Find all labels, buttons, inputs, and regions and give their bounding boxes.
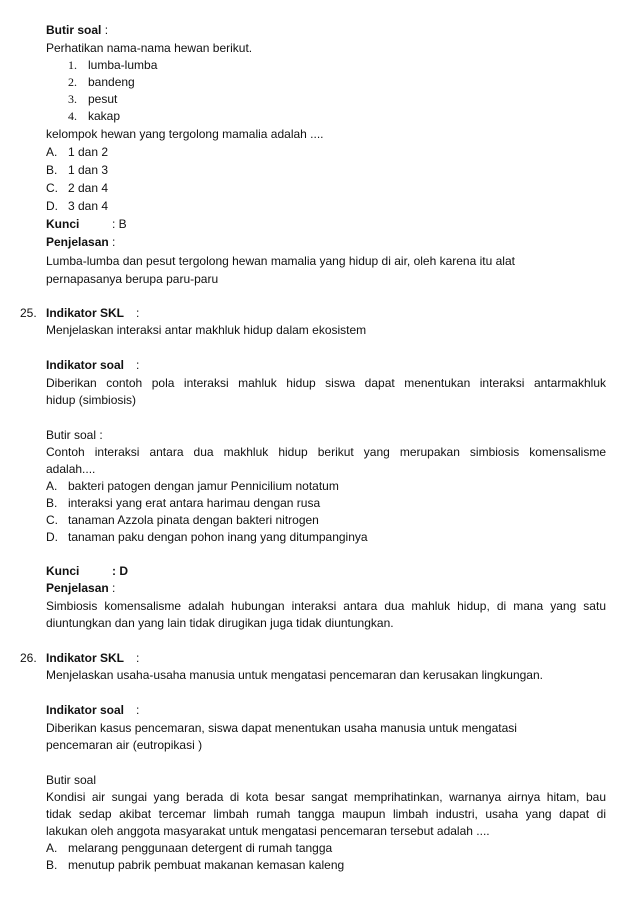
q25-skl-heading — [46, 305, 139, 321]
q24-kunci-label: Kunci — [46, 217, 80, 231]
q25-kunci — [46, 563, 128, 579]
q26-indikator-label: Indikator soal — [46, 703, 125, 717]
q24-option-text: 3 dan 4 — [68, 199, 109, 213]
q25-option-text: tanaman Azzola pinata dengan bakteri nitrogen — [68, 513, 319, 527]
q24-option — [46, 180, 108, 196]
q26-option — [46, 840, 332, 856]
q25-indikator-colon: : — [136, 358, 140, 372]
q25-kunci-label: Kunci — [46, 564, 80, 578]
q25-indikator-line: Diberikan contoh pola interaksi mahluk hidup siswa dapat menentukan interaksi antarmakhluk — [46, 376, 606, 390]
q26-butir-line: tidak sedap akibat tercemar limbah rumah tangga maupun limbah industri, usaha yang dapat di — [46, 807, 606, 821]
q25-skl-colon: : — [136, 306, 140, 320]
q25-indikator-line: hidup (simbiosis) — [46, 393, 137, 407]
q26-butir-line: lakukan oleh anggota masyarakat untuk mengatasi pencemaran tersebut adalah .... — [46, 824, 490, 838]
q26-butir-line: Kondisi air sungai yang berada di kota besar sangat memprihatinkan, warnanya airnya hitam, bau — [46, 790, 606, 804]
q25-option — [46, 495, 320, 511]
q24-list-num: 4. — [68, 109, 77, 123]
q25-kunci-value: : D — [112, 564, 128, 578]
q24-list-text: kakap — [88, 109, 121, 123]
q25-butir-label: Butir soal : — [46, 428, 103, 442]
q24-list-item — [68, 108, 120, 124]
q24-butir-heading — [46, 22, 108, 38]
q25-penjelasan-colon: : — [112, 581, 116, 595]
q24-list-item — [68, 57, 157, 73]
q26-option-text: menutup pabrik pembuat makanan kemasan kaleng — [68, 858, 345, 872]
q25-option-text: tanaman paku dengan pohon inang yang ditumpanginya — [68, 530, 368, 544]
q24-list-item — [68, 74, 135, 90]
q25-butir-line: adalah.... — [46, 462, 96, 476]
q24-penjelasan-line: pernapasanya berupa paru-paru — [46, 272, 219, 286]
q25-option-text: interaksi yang erat antara harimau dengan rusa — [68, 496, 321, 510]
q24-option-text: 1 dan 2 — [68, 145, 109, 159]
q25-option-letter: B. — [46, 496, 58, 510]
q26-number: 26. — [20, 651, 37, 665]
q25-option — [46, 529, 368, 545]
q24-question: kelompok hewan yang tergolong mamalia adalah .... — [46, 127, 324, 141]
q25-option — [46, 478, 339, 494]
q25-option-text: bakteri patogen dengan jamur Pennicilium notatum — [68, 479, 339, 493]
q24-kunci — [46, 216, 127, 232]
q24-butir-colon: : — [104, 23, 109, 37]
q25-indikator-label: Indikator soal — [46, 358, 125, 372]
q24-penjelasan-line: Lumba-lumba dan pesut tergolong hewan mamalia yang hidup di air, oleh karena itu alat — [46, 254, 515, 268]
q26-indikator-colon: : — [136, 703, 140, 717]
q26-indikator-line: pencemaran air (eutropikasi ) — [46, 738, 203, 752]
q26-option-letter: B. — [46, 858, 58, 872]
q24-list-num: 3. — [68, 92, 77, 106]
q24-option — [46, 144, 108, 160]
q25-penjelasan-heading — [46, 580, 115, 596]
q25-penjelasan-line: Simbiosis komensalisme adalah hubungan interaksi antara dua mahluk hidup, di mana yang satu — [46, 599, 606, 613]
q24-option-letter: B. — [46, 163, 58, 177]
q25-penjelasan-line: diuntungkan dan yang lain tidak dirugikan juga tidak diuntungkan. — [46, 616, 394, 630]
q24-list-text: lumba-lumba — [88, 58, 158, 72]
q25-skl-text: Menjelaskan interaksi antar makhluk hidup dalam ekosistem — [46, 323, 367, 337]
q25-indikator-heading — [46, 357, 139, 373]
q24-option — [46, 198, 108, 214]
q24-list-text: pesut — [88, 92, 118, 106]
q24-kunci-value: : B — [112, 217, 127, 231]
q25-option-letter: A. — [46, 479, 58, 493]
q24-list-num: 1. — [68, 58, 77, 72]
q24-option — [46, 162, 108, 178]
q24-butir-label: Butir soal — [46, 23, 102, 37]
q26-skl-label: Indikator SKL — [46, 651, 125, 665]
q25-option — [46, 512, 319, 528]
q26-option — [46, 857, 344, 873]
q24-list-text: bandeng — [88, 75, 135, 89]
q25-butir-line: Contoh interaksi antara dua makhluk hidup berikut yang merupakan simbiosis komensalisme — [46, 445, 606, 459]
q24-penjelasan-heading — [46, 234, 115, 250]
q26-option-letter: A. — [46, 841, 58, 855]
q25-option-letter: D. — [46, 530, 58, 544]
q26-indikator-heading — [46, 702, 139, 718]
q24-option-letter: A. — [46, 145, 58, 159]
q26-skl-colon: : — [136, 651, 140, 665]
q25-skl-label: Indikator SKL — [46, 306, 125, 320]
q25-number: 25. — [20, 306, 37, 320]
q24-option-text: 2 dan 4 — [68, 181, 109, 195]
q26-butir-label: Butir soal — [46, 773, 97, 787]
q26-option-text: melarang penggunaan detergent di rumah tangga — [68, 841, 333, 855]
q25-penjelasan-label: Penjelasan — [46, 581, 109, 595]
q26-skl-heading — [46, 650, 139, 666]
q24-option-letter: D. — [46, 199, 58, 213]
q24-intro: Perhatikan nama-nama hewan berikut. — [46, 41, 253, 55]
q24-list-num: 2. — [68, 75, 77, 89]
q25-option-letter: C. — [46, 513, 58, 527]
q24-option-text: 1 dan 3 — [68, 163, 109, 177]
q26-skl-text: Menjelaskan usaha-usaha manusia untuk mengatasi pencemaran dan kerusakan lingkungan. — [46, 668, 543, 682]
q24-penjelasan-label: Penjelasan — [46, 235, 109, 249]
q24-list-item — [68, 91, 117, 107]
q24-option-letter: C. — [46, 181, 58, 195]
q24-penjelasan-colon: : — [112, 235, 116, 249]
q26-indikator-line: Diberikan kasus pencemaran, siswa dapat menentukan usaha manusia untuk mengatasi — [46, 721, 517, 735]
